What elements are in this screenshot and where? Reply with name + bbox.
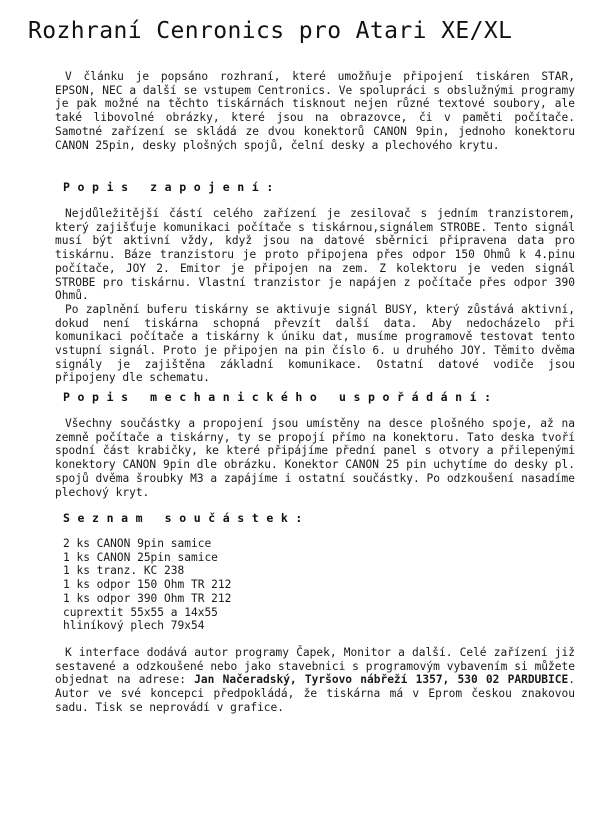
- parts-list-item: hliníkový plech 79x54: [63, 619, 205, 633]
- parts-list-item: cuprextit 55x55 a 14x55: [63, 605, 218, 619]
- closing-text-before: K interface dodává autor programy Čapek, Monitor a další. Celé zařízení již sestavené a odzkoušené nebo jako stavebnici s programovým vybavením si můžete objednat na adrese:: [55, 646, 575, 687]
- section-heading-wiring: Popis zapojení:: [63, 180, 281, 194]
- parts-list-item: 1 ks tranz. KC 238: [63, 564, 185, 578]
- wiring-section: [55, 207, 575, 385]
- parts-list-item: 1 ks CANON 25pin samice: [63, 550, 218, 564]
- intro-section: [55, 70, 575, 152]
- wiring-paragraph-1: Nejdůležitější částí celého zařízení je zesilovač s jedním tranzistorem, který zajišťuje komunikaci počítače s tiskárnou,signálem STROBE. Tento signál musí být aktivní vždy, když jsou na datové sběrnici připravena data pro tiskárnu. Báze tranzistoru je proto připojena přes odpor 150 Ohmů k 4.pinu počítače, JOY 2. Emitor je připojen na zem. Z kolektoru je veden signál STROBE pro tiskárnu. Vlastní tranzistor je napájen z počítače přes odpor 390 Ohmů.: [55, 207, 575, 303]
- mechanical-section: [55, 417, 575, 499]
- intro-paragraph: V článku je popsáno rozhraní, které umožňuje připojení tiskáren STAR, EPSON, NEC a další se vstupem Centronics. Ve spolupráci s obslužnými programy je pak možné na těchto tiskárnách tisknout nejen různé textové soubory, ale také libovolné obrázky, které jsou na obrazovce, či v paměti počítače. Samotné zařízení se skládá ze dvou konektorů CANON 9pin, jednoho konektoru CANON 25pin, desky plošných spojů, čelní desky a plechového krytu.: [55, 70, 575, 152]
- author-address: Jan Načeradský, Tyršovo nábřeží 1357, 530 02 PARDUBICE: [194, 673, 569, 687]
- closing-text-after: . Autor ve své koncepci předpokládá, že tiskárna má v Eprom českou znakovou sadu. Tisk se neprovádí v grafice.: [55, 673, 575, 714]
- parts-list: [63, 537, 363, 633]
- document-title: Rozhraní Cenronics pro Atari XE/XL: [28, 18, 513, 44]
- closing-paragraph: [55, 646, 575, 715]
- parts-list-item: 1 ks odpor 150 Ohm TR 212: [63, 578, 232, 592]
- closing-section: [55, 646, 575, 715]
- parts-list-item: 2 ks CANON 9pin samice: [63, 537, 212, 550]
- parts-list-item: 1 ks odpor 390 Ohm TR 212: [63, 591, 232, 605]
- section-heading-parts: Seznam součástek:: [63, 511, 310, 525]
- section-heading-mechanical: Popis mechanického uspořádání:: [63, 390, 499, 404]
- mechanical-paragraph: Všechny součástky a propojení jsou umístěny na desce plošného spoje, až na zemně počítače a tiskárny, ty se propojí přímo na konektoru. Tato deska tvoří spodní část krabičky, ke které připájíme přední panel s otvory a přilepenými konektory CANON 9pin dle obrázku. Konektor CANON 25 pin uchytíme do desky pl. spojů dvěma šroubky M3 a zapájíme i ostatní součástky. Po odzkoušení nasadíme plechový kryt.: [55, 417, 575, 499]
- wiring-paragraph-2: Po zaplnění buferu tiskárny se aktivuje signál BUSY, který zůstává aktivní, dokud není tiskárna schopná převzít další data. Aby nedocházelo při komunikaci počítače a tiskárny k úniku dat, musíme programově testovat tento vstupní signál. Proto je připojen na pin číslo 6. u druhého JOY. Těmito dvěma signály je zajištěna základní komunikace. Ostatní datové vodiče jsou připojeny dle schematu.: [55, 302, 575, 385]
